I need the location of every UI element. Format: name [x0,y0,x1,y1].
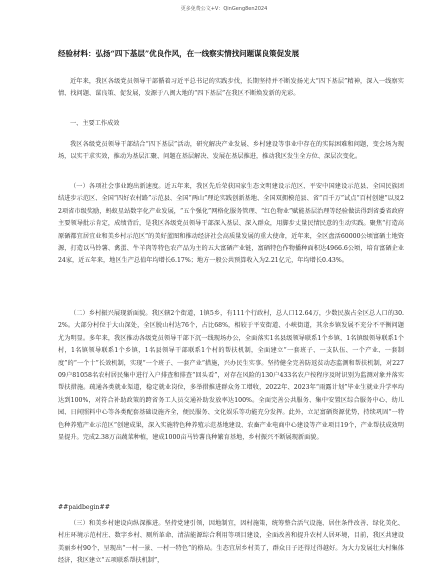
achievement-paragraph-1: （一）各项社会事业跑出新速度。近五年来，我区先后荣获国家生态文明建设示范区、平安中国建设示范县、全国民族团结进步示范区、全国“四好农村路”示范县、全国“两山”理论实践创新基地、全国双拥模范县、省“百千万”试点“百村创建”以及22项省市级奖励，蚂蚁星站数字化产业发展，“五个强化”网格化服务管理、“红色物业”赋能基层治理等经验做法得到省委省政府主要领导批示肯定，成绩背后，是我区各级党员领导干部深入基层、深入群众，用脚步丈量民情民意的生动实践。聚焦“打造高原硒都宜居宜业和美乡村示范区”的美好蓝图和推动经济社会高质量发展的重大使命，近年来，全区盘活60000公顷富硒土地资源，打造以马铃薯、禽蛋、牛羊肉等特色农产品为主的五大富硒产业链，富硒特色作物播种面积达4966.6公顷，培育富硒企业24家，近五年来，地区生产总值年均增长6.17%；地方一般公共预算收入为2.21亿元，年均增长0.43%。 [58,183,404,265]
achievement-paragraph-3: （三）和美乡村建设向纵深推进。坚持党建引领，因地制宜，因村施策，统筹整合活气设施、居住条件改善、绿化美化、村庄环境示范村庄、数字乡村、厕所革命、清洁能源综合利用等项目建设，全面改善和提升农村人居环境，目前，我区共建设美丽乡村90个，呈现出“一村一景、一村一特色”的格局。生态宜居乡村美了，群众日子还得过得越好。为大力发展壮大村集体经济，我区建立“五项联系帮扶机制”， [58,520,404,565]
document-title: 经验材料：弘扬“四下基层”优良作风，在一线察实情找问题谋良策促发展 [58,49,300,58]
achievement-paragraph-2: （二）乡村振兴展现新面貌。我区辖2个街道，1镇5乡，有111个行政村，总人口12.64万，少数民族占全区总人口的30.2%。大部分村位于大山深处，全区脱山村达76个，占比68%，相较于平安街道、小峡街道，其余乡镇发展不充分不平衡问题尤为明显。多年来，我区推动各级党员领导干部下沉一线现场办公，全面落实1名县级领导联系1个乡镇、1名镇级领导联系1个村，1名镇领导联系1个乡镇，1名县领导干部联系1个村的帮扶机制，全面建立“一套班子、一支队伍、一个产业、一套制度”的“一个十”长效机制，实现“一个班子、一套产业”措施，兴办民生实事。坚持健全完善防返贫动态监测和帮扶机制，对22709户81058名农村居民集中进行入户排查和排查“回头看”，对存在风险的130户433名农户按程序及时识别为监测对象并落实帮扶措施。疏通各类就业渠道，稳定就业岗位，多举措推进群众务工增收，2022年、2023年“雨露计划”毕业生就业升学率均达到100%，对符合补助政策的跨省务工人员交通补助发放率达100%。全面完善公共服务、集中安置区综合服务中心、幼儿园、日间照料中心等各类配套基础设施齐全，便民服务、文化娱乐等功能充分发挥。此外，立足富硒资源优势，持续巩固“一特色种养殖产业示范区”创建成果，深入实施特色种养殖示范基地建设、农畜产业电商中心建设等产业项目19个，产业帮扶成效明显提升。完成2.38万亩蔬菜种植，建成1000亩马铃薯良种繁育基地，乡村振兴不断展现新面貌。 [58,310,404,442]
page-header: 更多免费公文+V：QinGeng8en2024 [180,6,268,12]
paid-marker: ##paidbegin## [58,504,110,511]
section-heading: 一、主要工作成效 [70,120,120,127]
intro-paragraph: 近年来，我区各级党员领导干部循着习近平总书记的实践步伐，长期坚持并不断发扬光大“四下基层”精神，深入一线察实情、找问题、谋良策、促发展，发源于八闽大地的“四下基层”在我区不断焕发新的光彩。 [58,78,404,98]
summary-paragraph: 我区各级党员领导干部结合“四下基层”活动，研究解决产业发展、乡村建设等事业中存在的实际困难和问题，变会场为现场，以实干求实效，推动为基层汇聚、问题在基层解决、发展在基层推进，推动我区发生全方位、深层次变化。 [58,141,404,161]
